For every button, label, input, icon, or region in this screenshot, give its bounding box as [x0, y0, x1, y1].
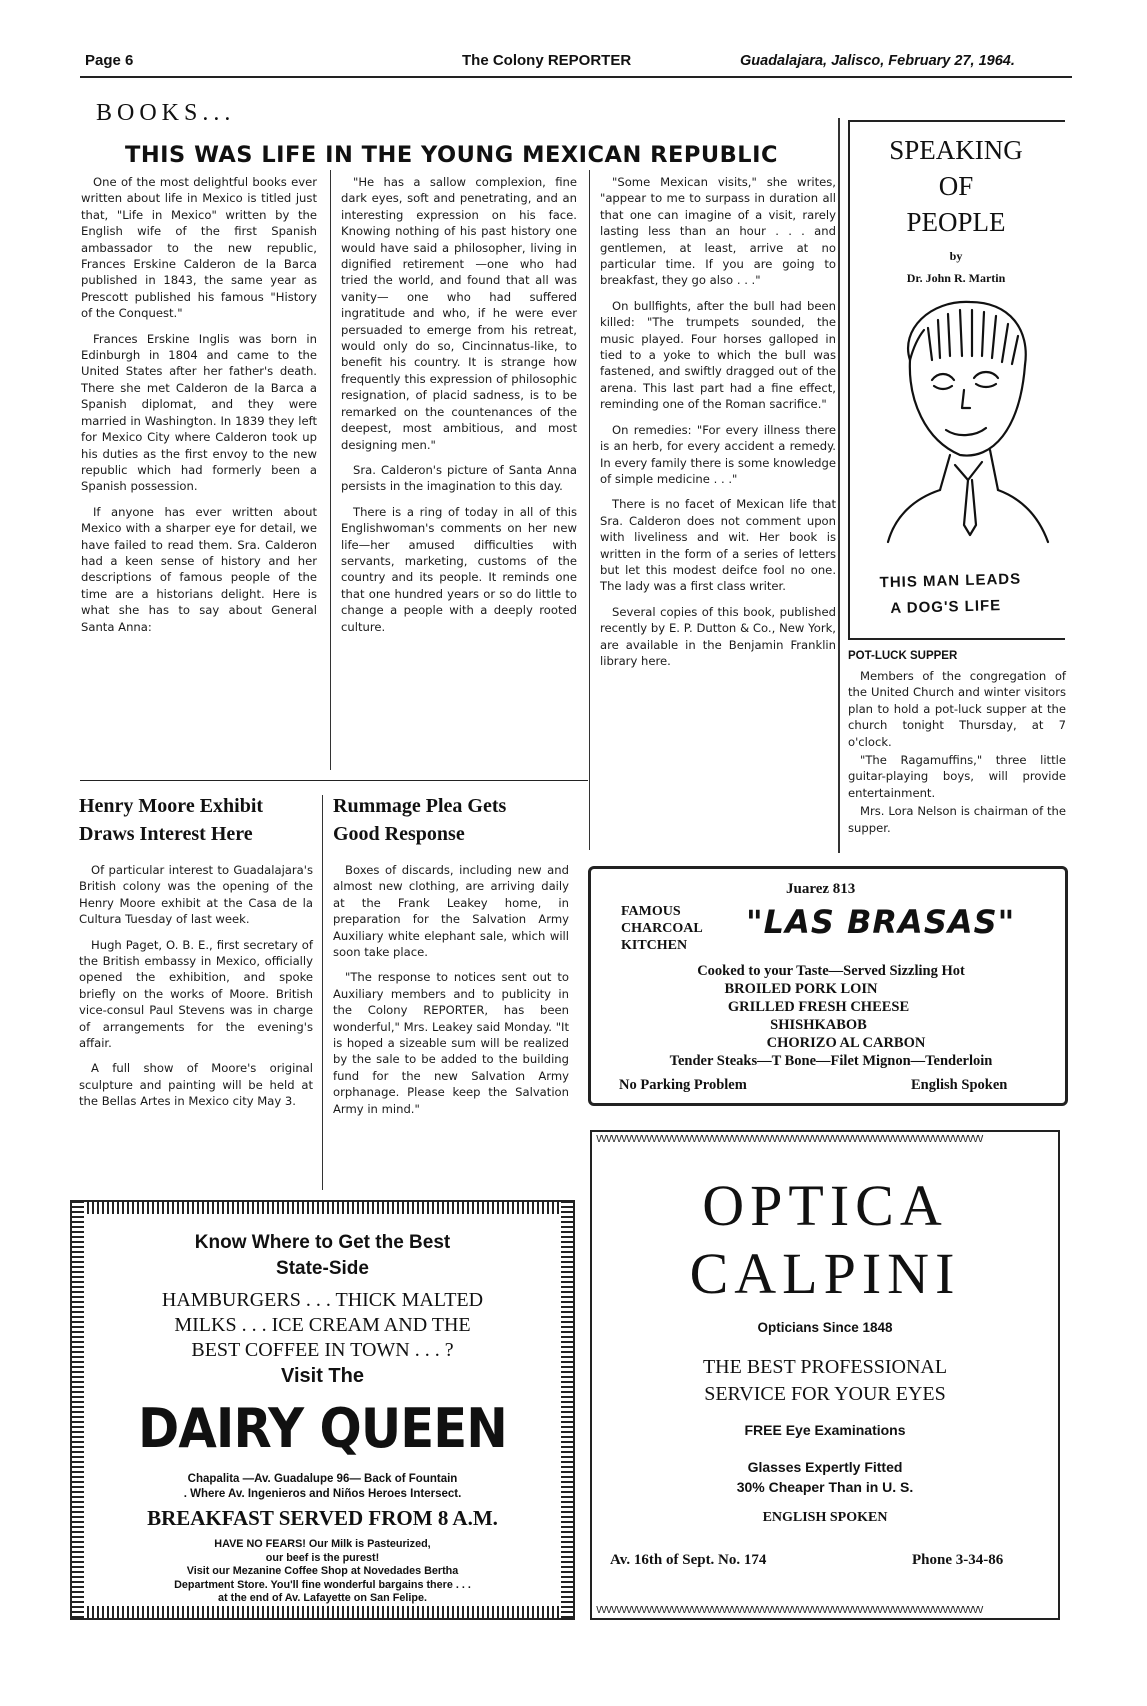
optica-calpini-ad	[590, 1130, 1060, 1620]
optica-free: FREE Eye Examinations	[744, 1422, 906, 1438]
brasas-parking: No Parking Problem	[619, 1077, 747, 1093]
menu-line: GRILLED FRESH CHEESE	[727, 999, 910, 1015]
rummage-body	[333, 862, 569, 1126]
paragraph: There is no facet of Mexican life that Sra. Calderon does not comment upon with liveliness and wit. Her book is written in the form of a series of letters but let this modest deifce fool no one. The lady was a first class writer.	[600, 497, 836, 594]
paragraph: "The response to notices sent out to Auxiliary members and to publicity in the Colony REPORTER, has been wonderful," Mrs. Leakey said Monday. "It is hoped a sizeable sum will be realized by the sale to be added to the building fund for the new Salvation Army orphanage. Please keep the Salvation Army in mind."	[333, 970, 569, 1116]
books-column-2	[341, 174, 577, 644]
menu-line: CHORIZO AL CARBON	[766, 1035, 926, 1051]
headline-line: Draws Interest Here	[79, 823, 253, 845]
caption-line: A DOG'S LIFE	[890, 597, 1002, 618]
optica-phone: Phone 3-34-86	[912, 1552, 1004, 1568]
optica-since: Opticians Since 1848	[757, 1320, 893, 1335]
dq-brand: DAIRY QUEEN	[138, 1397, 507, 1460]
section-kicker: BOOKS...	[96, 100, 236, 126]
paragraph: "The Ragamuffins," three little guitar-playing boys, will provide entertainment.	[848, 753, 1066, 800]
headline-line: Henry Moore Exhibit	[79, 795, 264, 817]
paper-name: The Colony REPORTER	[462, 52, 632, 69]
optica-glasses	[592, 1457, 1058, 1497]
paragraph: If anyone has ever written about Mexico with a sharper eye for detail, we have failed to read them. Sra. Calderon had a keen sense of history and her descriptions of famous people of the time are a historians delight. Here is what she has to say about General Santa Anna:	[81, 504, 317, 634]
column-title-line: PEOPLE	[906, 207, 1006, 237]
paragraph: A full show of Moore's original sculpture and painting will be held at the Bellas Artes in Mexico city May 3.	[79, 1061, 313, 1109]
page-number: Page 6	[85, 52, 134, 69]
moore-body	[79, 862, 313, 1119]
ad-border-bottom: VVVVVVVVVVVVVVVVVVVVVVVVVVVVVVVVVVVVVVVVVVVVVVVVVVVVVVVVVVVVVVVVVVVVVVVVVVVVV	[596, 1605, 983, 1616]
ad-border-left	[72, 1202, 84, 1618]
brasas-name: "LAS BRASAS"	[746, 903, 1016, 941]
paragraph: On bullfights, after the bull had been killed: "The trumpets sounded, the music played. Four horses galloped in tied to a yoke to which the bull was fastened, and swiftly dragged out of the arena. This last part had a fine effect, reminding one of the Roman sacrifice."	[600, 298, 836, 412]
optica-service	[592, 1354, 1058, 1408]
paragraph: One of the most delightful books ever written about life in Mexico is titled just that, "Life in Mexico" written by the English wife of the first Spanish ambassador to the new republic, Frances Erskine Calderon de la Barca published in 1843, the same year as Prescott published his famous "History of the Conquest."	[81, 175, 317, 321]
dq-line: Know Where to Get the Best	[194, 1232, 451, 1253]
article-headline: THIS WAS LIFE IN THE YOUNG MEXICAN REPUBLIC	[125, 142, 778, 168]
dq-headline	[86, 1230, 559, 1282]
brasas-address: Juarez 813	[786, 881, 856, 897]
optica-line: SERVICE FOR YOUR EYES	[704, 1383, 946, 1405]
section-rule	[80, 780, 588, 781]
column-title-line: SPEAKING	[889, 135, 1023, 165]
paragraph: Frances Erskine Inglis was born in Edinburgh in 1804 and came to the United States after her father's death. There she met Calderon de la Barca a Spanish diplomat, and they were married in Washington. In 1839 they left for Mexico City where Calderon took up his duties as the first envoy to the new republic which had formerly been a Spanish possession.	[81, 331, 317, 494]
paragraph: On remedies: "For every illness there is an herb, for every accident a remedy. In every family there is some knowledge of simple medicine . . ."	[600, 422, 836, 486]
optica-line: Glasses Expertly Fitted	[747, 1459, 903, 1475]
dq-line: Department Store. You'll fine wonderful bargains there . . .	[174, 1578, 471, 1591]
ad-border-top	[72, 1202, 573, 1214]
column-title	[850, 132, 1062, 240]
dq-line: State-Side	[276, 1258, 369, 1279]
column-rule	[589, 170, 590, 850]
moore-headline	[79, 792, 263, 848]
paragraph: Hugh Paget, O. B. E., first secretary of the British embassy in Mexico, officially opened the exhibition, and spoke briefly on the works of Moore. British vice-consul Paul Stevens was in charge of arrangements for the evening's affair.	[79, 937, 313, 1051]
dq-visit: Visit The	[281, 1365, 364, 1387]
dq-line: HAVE NO FEARS! Our Milk is Pasteurized,	[214, 1538, 431, 1550]
paragraph: Sra. Calderon's picture of Santa Anna persists in the imagination to this day.	[341, 462, 577, 494]
dq-address	[86, 1472, 559, 1502]
cartoon-portrait	[880, 290, 1055, 545]
paragraph: There is a ring of today in all of this Englishwoman's comments on her new life—her amused difficulties with servants, marketing, customs of the country and its people. It reminds one that one hundred years or so do little to change a people with a deeply rooted culture.	[341, 504, 577, 634]
paragraph: Of particular interest to Guadalajara's British colony was the opening of the Henry Moore exhibit at the Casa de la Cultura Tuesday of last week.	[79, 863, 313, 927]
optica-address: Av. 16th of Sept. No. 174	[610, 1552, 767, 1568]
dq-line: Visit our Mezanine Coffee Shop at Novedades Bertha	[186, 1565, 459, 1577]
optica-line: CALPINI	[689, 1241, 961, 1306]
dq-line: . Where Av. Ingenieros and Niños Heroes Intersect.	[183, 1488, 462, 1500]
brasas-tagline	[621, 903, 703, 954]
potluck-body	[848, 668, 1066, 838]
ad-border-right	[561, 1202, 573, 1618]
menu-line: SHISHKABOB	[770, 1017, 867, 1033]
optica-name	[592, 1172, 1058, 1308]
dq-fineprint	[86, 1538, 559, 1606]
optica-line: THE BEST PROFESSIONAL	[702, 1356, 948, 1378]
paragraph: "Some Mexican visits," she writes, "appear to me to surpass in duration all that one can imagine of a visit, rarely lasting less than an hour . . . and gentlemen, at least, arrive at no particular time. If you are going to breakfast, they go also . . ."	[600, 175, 836, 288]
ad-border-top: VVVVVVVVVVVVVVVVVVVVVVVVVVVVVVVVVVVVVVVVVVVVVVVVVVVVVVVVVVVVVVVVVVVVVVVVVVVVV	[596, 1134, 983, 1145]
tag-line: CHARCOAL	[621, 921, 703, 936]
masthead-rule	[80, 76, 1072, 78]
optica-line: 30% Cheaper Than in U. S.	[736, 1479, 914, 1495]
column-rule	[838, 118, 840, 853]
rummage-headline	[333, 792, 506, 848]
brasas-menu	[611, 962, 1051, 1070]
brasas-english: English Spoken	[911, 1077, 1008, 1093]
potluck-heading: POT-LUCK SUPPER	[848, 650, 958, 662]
tag-line: FAMOUS	[621, 904, 681, 919]
dateline: Guadalajara, Jalisco, February 27, 1964.	[740, 53, 1015, 69]
dq-line: Chapalita —Av. Guadalupe 96— Back of Fountain	[187, 1473, 458, 1485]
dq-offer	[86, 1288, 559, 1363]
paragraph: Boxes of discards, including new and almost new clothing, are arriving daily at the Frank Leakey home, in preparation for the Salvation Army Auxiliary white elephant sale, which will soon take place.	[333, 863, 569, 960]
menu-line: Cooked to your Taste—Served Sizzling Hot	[697, 963, 965, 979]
paragraph: Members of the congregation of the United Church and winter visitors plan to hold a pot-luck supper at the church tonight Thursday, at 7 o'clock.	[848, 669, 1066, 749]
paragraph: Mrs. Lora Nelson is chairman of the supper.	[848, 804, 1066, 835]
dq-breakfast: BREAKFAST SERVED FROM 8 A.M.	[147, 1506, 498, 1530]
ad-border-bottom	[72, 1606, 573, 1618]
byline-author: Dr. John R. Martin	[906, 271, 1006, 285]
headline-line: Good Response	[333, 823, 465, 845]
tag-line: KITCHEN	[621, 938, 688, 953]
column-rule	[330, 170, 331, 770]
dq-line: at the end of Av. Lafayette on San Felipe.	[218, 1592, 427, 1604]
menu-line: BROILED PORK LOIN	[724, 981, 878, 997]
column-rule	[322, 795, 323, 1190]
cartoon-caption	[879, 566, 1055, 623]
column-title-line: OF	[938, 171, 974, 201]
headline-line: Rummage Plea Gets	[333, 795, 507, 817]
dq-line: HAMBURGERS . . . THICK MALTED	[161, 1289, 484, 1311]
dq-line: our beef is the purest!	[265, 1551, 380, 1564]
books-column-1	[81, 174, 317, 644]
dq-line: MILKS . . . ICE CREAM AND THE	[174, 1314, 471, 1336]
column-byline	[850, 245, 1062, 289]
caption-line: THIS MAN LEADS	[879, 570, 1022, 592]
menu-line: Tender Steaks—T Bone—Filet Mignon—Tenderloin	[669, 1053, 993, 1069]
paragraph: Several copies of this book, published recently by E. P. Dutton & Co., New York, are available in the Benjamin Franklin library here.	[600, 604, 836, 668]
optica-line: OPTICA	[702, 1173, 948, 1238]
byline-by: by	[949, 249, 963, 263]
optica-english: ENGLISH SPOKEN	[762, 1510, 888, 1525]
dairy-queen-ad	[70, 1200, 575, 1620]
books-column-3	[600, 174, 836, 678]
paragraph: "He has a sallow complexion, fine dark eyes, soft and penetrating, and an interesting expression on his face. Knowing nothing of his past history one would have said a philosopher, living in dignified retirement —one who had tried the world, and found that all was vanity— one who had suffered ingratitude and who, if he were ever persuaded to emerge from his retreat, would only do so, Cincinnatus-like, to benefit his country. It is strange how frequently this expression of philosophic resignation, of placid sadness, is to be remarked on the countenances of the deepest, most ambitious, and most designing men."	[341, 175, 577, 452]
dq-line: BEST COFFEE IN TOWN . . . ?	[191, 1339, 454, 1361]
las-brasas-ad	[588, 866, 1068, 1106]
